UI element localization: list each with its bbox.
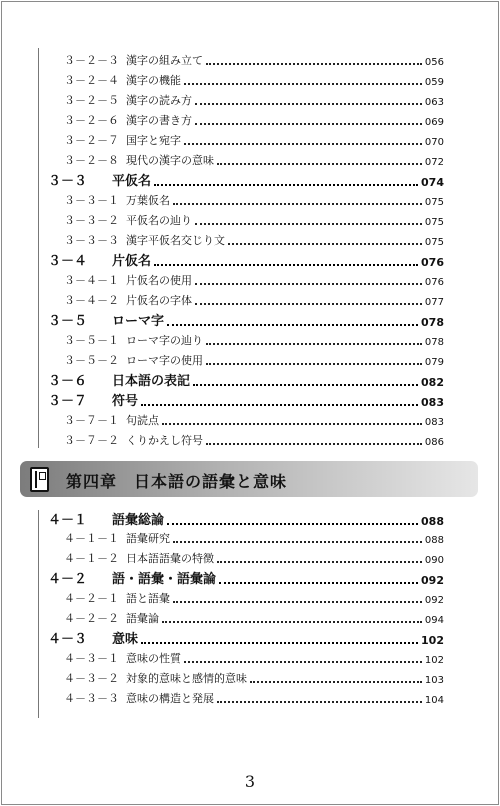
toc-title: 国字と宛字 xyxy=(126,134,181,147)
toc-title: 平仮名 xyxy=(112,174,152,189)
toc-section-row xyxy=(48,251,444,269)
dot-leader xyxy=(217,701,422,703)
toc-page-number: 078 xyxy=(421,316,444,329)
toc-section-row xyxy=(48,371,444,389)
toc-page-number: 078 xyxy=(424,337,444,348)
toc-title: くりかえし符号 xyxy=(126,434,203,447)
toc-page-number: 103 xyxy=(424,675,444,686)
toc-title: 漢字の書き方 xyxy=(126,114,192,127)
page-number: 3 xyxy=(244,772,256,791)
toc-page-number: 072 xyxy=(424,157,444,168)
dot-leader xyxy=(219,582,418,584)
toc-title: 漢字の機能 xyxy=(126,74,181,87)
dot-leader xyxy=(141,642,418,644)
toc-subsection-row xyxy=(48,332,444,348)
dot-leader xyxy=(184,143,422,145)
toc-number: ４－３－３ xyxy=(64,692,119,705)
toc-page-number: 088 xyxy=(421,515,444,528)
toc-number: ３－４－１ xyxy=(64,274,119,287)
toc-number: ３－５ xyxy=(48,314,88,329)
toc-number: ４－３ xyxy=(48,632,88,647)
dot-leader xyxy=(154,264,418,266)
toc-subsection-row xyxy=(48,92,444,108)
toc-subsection-row xyxy=(48,132,444,148)
toc-subsection-row xyxy=(48,52,444,68)
toc-title: 現代の漢字の意味 xyxy=(126,154,214,167)
toc-subsection-row xyxy=(48,610,444,626)
toc-subsection-row xyxy=(48,72,444,88)
toc-title: 漢字の組み立て xyxy=(126,54,203,67)
toc-title: 万葉仮名 xyxy=(126,194,170,207)
toc-page-number: 074 xyxy=(421,176,444,189)
toc-subsection-row xyxy=(48,212,444,228)
toc-title: 句読点 xyxy=(126,414,159,427)
toc-top xyxy=(48,50,444,450)
toc-page-number: 090 xyxy=(424,555,444,566)
toc-title: 語彙論 xyxy=(126,612,159,625)
toc-number: ３－３ xyxy=(48,174,88,189)
chapter-title: 第四章 日本語の語彙と意味 xyxy=(66,472,288,491)
dot-leader xyxy=(193,384,418,386)
toc-subsection-row xyxy=(48,670,444,686)
toc-title: 語彙研究 xyxy=(126,532,170,545)
toc-number: ３－２－４ xyxy=(64,74,119,87)
toc-section-row xyxy=(48,569,444,587)
toc-title: ローマ字の辿り xyxy=(126,334,203,347)
toc-page-number: 075 xyxy=(424,197,444,208)
toc-page-number: 082 xyxy=(421,376,444,389)
toc-title: 意味 xyxy=(112,632,139,647)
toc-number: ４－２－１ xyxy=(64,592,119,605)
toc-title: 語・語彙・語彙論 xyxy=(112,572,217,587)
toc-page-number: 104 xyxy=(424,695,444,706)
dot-leader xyxy=(206,443,422,445)
toc-page-number: 059 xyxy=(424,77,444,88)
toc-page-number: 075 xyxy=(424,237,444,248)
toc-subsection-row xyxy=(48,232,444,248)
toc-page-number: 086 xyxy=(424,437,444,448)
toc-title: 意味の性質 xyxy=(126,652,181,665)
toc-page-number: 063 xyxy=(424,97,444,108)
toc-title: 片仮名の使用 xyxy=(126,274,192,287)
toc-title: 日本語語彙の特徴 xyxy=(126,552,214,565)
toc-subsection-row xyxy=(48,530,444,546)
dot-leader xyxy=(173,541,422,543)
toc-page-number: 079 xyxy=(424,357,444,368)
toc-number: ３－３－３ xyxy=(64,234,119,247)
dot-leader xyxy=(162,621,422,623)
dot-leader xyxy=(195,103,422,105)
toc-page-number: 083 xyxy=(424,417,444,428)
chapter-banner xyxy=(20,461,478,497)
toc-number: ４－２－２ xyxy=(64,612,119,625)
toc-title: 日本語の表記 xyxy=(112,374,191,389)
toc-title: 漢字平仮名交じり文 xyxy=(126,234,225,247)
toc-number: ４－３－１ xyxy=(64,652,119,665)
toc-page-number: 077 xyxy=(424,297,444,308)
book-icon xyxy=(30,467,49,492)
toc-page-number: 083 xyxy=(421,396,444,409)
toc-title: 語と語彙 xyxy=(126,592,170,605)
left-margin-rule xyxy=(38,48,39,448)
toc-page-number: 069 xyxy=(424,117,444,128)
toc-page-number: 102 xyxy=(421,634,444,647)
dot-leader xyxy=(206,63,422,65)
toc-section-row xyxy=(48,629,444,647)
toc-number: ３－７ xyxy=(48,394,88,409)
toc-number: ４－１－１ xyxy=(64,532,119,545)
toc-title: 片仮名 xyxy=(112,254,152,269)
toc-subsection-row xyxy=(48,152,444,168)
toc-title: 片仮名の字体 xyxy=(126,294,192,307)
toc-subsection-row xyxy=(48,112,444,128)
left-margin-rule xyxy=(38,510,39,718)
toc-subsection-row xyxy=(48,550,444,566)
toc-number: ３－４－２ xyxy=(64,294,119,307)
toc-number: ３－３－１ xyxy=(64,194,119,207)
toc-number: ４－１－２ xyxy=(64,552,119,565)
toc-number: ３－２－５ xyxy=(64,94,119,107)
toc-page-number: 094 xyxy=(424,615,444,626)
toc-number: ３－７－２ xyxy=(64,434,119,447)
dot-leader xyxy=(206,363,422,365)
toc-page-number: 076 xyxy=(424,277,444,288)
dot-leader xyxy=(195,123,422,125)
dot-leader xyxy=(206,343,422,345)
toc-subsection-row xyxy=(48,412,444,428)
toc-subsection-row xyxy=(48,650,444,666)
toc-number: ３－７－１ xyxy=(64,414,119,427)
toc-subsection-row xyxy=(48,272,444,288)
dot-leader xyxy=(167,523,418,525)
toc-section-row xyxy=(48,510,444,528)
dot-leader xyxy=(217,561,422,563)
toc-subsection-row xyxy=(48,352,444,368)
toc-page-number: 075 xyxy=(424,217,444,228)
toc-page-number: 088 xyxy=(424,535,444,546)
dot-leader xyxy=(184,661,422,663)
dot-leader xyxy=(217,163,422,165)
toc-number: ３－５－１ xyxy=(64,334,119,347)
dot-leader xyxy=(250,681,422,683)
toc-bottom xyxy=(48,510,444,720)
toc-number: ３－３－２ xyxy=(64,214,119,227)
toc-subsection-row xyxy=(48,432,444,448)
toc-number: ４－２ xyxy=(48,572,88,587)
toc-title: 意味の構造と発展 xyxy=(126,692,214,705)
dot-leader xyxy=(173,203,422,205)
toc-title: 語彙総論 xyxy=(112,513,165,528)
toc-title: ローマ字 xyxy=(112,314,165,329)
dot-leader xyxy=(228,243,422,245)
toc-number: ３－２－７ xyxy=(64,134,119,147)
toc-page-number: 056 xyxy=(424,57,444,68)
toc-page-number: 102 xyxy=(424,655,444,666)
toc-number: ４－１ xyxy=(48,513,88,528)
dot-leader xyxy=(167,324,418,326)
dot-leader xyxy=(195,283,422,285)
dot-leader xyxy=(162,423,422,425)
toc-title: 対象的意味と感情的意味 xyxy=(126,672,247,685)
toc-title: ローマ字の使用 xyxy=(126,354,203,367)
toc-section-row xyxy=(48,311,444,329)
toc-title: 平仮名の辿り xyxy=(126,214,192,227)
toc-number: ４－３－２ xyxy=(64,672,119,685)
toc-page-number: 076 xyxy=(421,256,444,269)
dot-leader xyxy=(195,223,422,225)
dot-leader xyxy=(141,404,418,406)
toc-title: 漢字の読み方 xyxy=(126,94,192,107)
toc-title: 符号 xyxy=(112,394,139,409)
toc-number: ３－２－８ xyxy=(64,154,119,167)
dot-leader xyxy=(173,601,422,603)
toc-section-row xyxy=(48,391,444,409)
dot-leader xyxy=(184,83,422,85)
toc-subsection-row xyxy=(48,192,444,208)
dot-leader xyxy=(195,303,422,305)
toc-number: ３－４ xyxy=(48,254,88,269)
toc-number: ３－６ xyxy=(48,374,88,389)
toc-number: ３－５－２ xyxy=(64,354,119,367)
toc-number: ３－２－６ xyxy=(64,114,119,127)
toc-section-row xyxy=(48,171,444,189)
toc-number: ３－２－３ xyxy=(64,54,119,67)
toc-page-number: 070 xyxy=(424,137,444,148)
toc-subsection-row xyxy=(48,690,444,706)
toc-page-number: 092 xyxy=(424,595,444,606)
toc-subsection-row xyxy=(48,590,444,606)
toc-page-number: 092 xyxy=(421,574,444,587)
dot-leader xyxy=(154,184,418,186)
toc-subsection-row xyxy=(48,292,444,308)
